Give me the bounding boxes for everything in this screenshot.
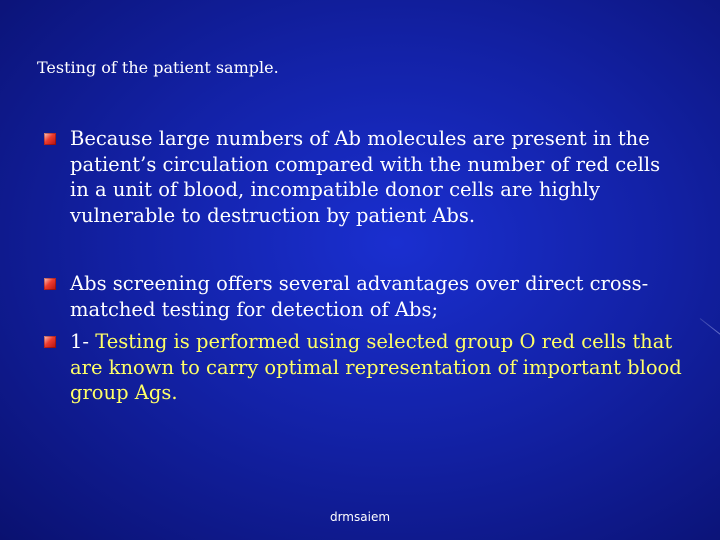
bullet-highlight-text: Testing is performed using selected group O red cells that are known to carry optimal representation of important blood group Ags. bbox=[70, 330, 682, 404]
slide-title: Testing of the patient sample. bbox=[37, 58, 279, 77]
bullet-square-icon bbox=[44, 336, 56, 348]
bullet-text: Because large numbers of Ab molecules are present in the patient’s circulation compared with the number of red cells in a unit of blood, incompatible donor cells are highly vulnerable to destruction by patient Abs. bbox=[70, 127, 661, 227]
decorative-streak bbox=[700, 318, 720, 343]
bullet-item-2 bbox=[44, 271, 684, 322]
bullet-item-3 bbox=[44, 329, 684, 406]
bullet-number-prefix: 1- bbox=[70, 330, 96, 353]
bullet-square-icon bbox=[44, 133, 56, 145]
bullet-text: Abs screening offers several advantages over direct cross-matched testing for detection of Abs; bbox=[70, 272, 649, 321]
footer-author: drmsaiem bbox=[329, 510, 391, 524]
bullet-item-1 bbox=[44, 126, 684, 228]
bullet-text-highlighted bbox=[70, 329, 684, 406]
bullet-square-icon bbox=[44, 278, 56, 290]
